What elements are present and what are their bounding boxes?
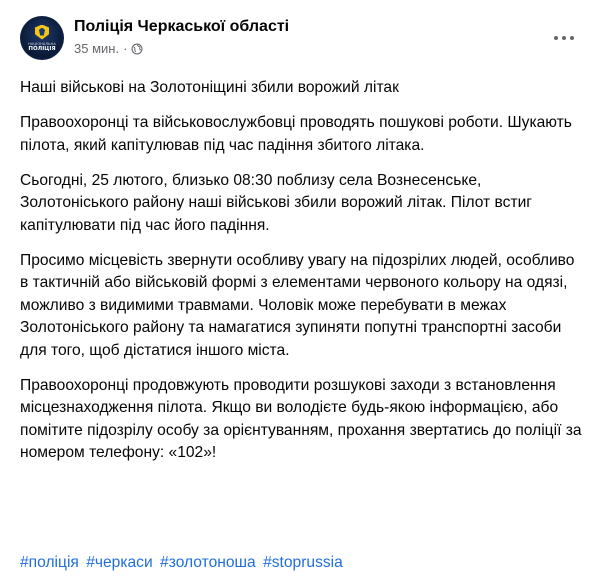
more-dot — [554, 36, 558, 40]
avatar-text-top: НАЦІОНАЛЬНА — [28, 41, 56, 46]
more-dot — [570, 36, 574, 40]
more-dot — [562, 36, 566, 40]
more-options-button[interactable] — [546, 28, 582, 48]
post-timestamp[interactable]: 35 мин. — [74, 41, 120, 56]
post-headline: Наші військові на Золотоніщині збили ворожий літак — [20, 79, 399, 96]
page-name-link[interactable]: Поліція Черкаської області — [74, 18, 290, 35]
police-logo — [22, 18, 62, 58]
post-paragraph: Просимо місцевість звернути особливу увагу на підозрілих людей, особливо в тактичній або військовій формі з елементами червоного кольору на одязі, можливо з видимими травмами. Чоловік може перебувати в межах Золотоніського району та намагатися зупиняти попутні транспортні засоби для того, щоб дістатися іншого міста. — [20, 251, 575, 359]
post-paragraph: Правоохоронці продовжують проводити розшукові заходи з встановлення місцезнаходження пілота. Якщо ви володієте будь-якою інформацією, або помітите підозрілу особу за орієнтуванням, прохання звертатись до поліції за номером телефону: «102»! — [20, 376, 582, 461]
post-meta — [74, 41, 143, 57]
post-paragraph: Правоохоронці та військовослужбовці проводять пошукові роботи. Шукають пілота, який капітулював під час падіння збитого літака. — [20, 114, 572, 154]
meta-separator: · — [123, 41, 128, 56]
avatar-text-bottom: ПОЛІЦІЯ — [28, 45, 56, 52]
police-badge-icon — [35, 25, 49, 40]
hashtag-stoprussia[interactable]: #stoprussia — [263, 554, 343, 571]
hashtag-cherkasy[interactable]: #черкаси — [86, 554, 153, 571]
hashtag-police[interactable]: #поліція — [20, 554, 79, 571]
globe-icon[interactable] — [131, 43, 143, 55]
post-text — [20, 77, 586, 477]
post-header — [16, 14, 586, 62]
hashtag-zolotonosha[interactable]: #золотоноша — [160, 554, 256, 571]
post-paragraph: Сьогодні, 25 лютого, близько 08:30 поблизу села Вознесенське, Золотоніського району наші військові збили ворожий літак. Пілот встиг капітулювати під час його падіння. — [20, 171, 532, 234]
hashtag-list — [20, 553, 586, 573]
page-avatar[interactable] — [20, 16, 64, 60]
